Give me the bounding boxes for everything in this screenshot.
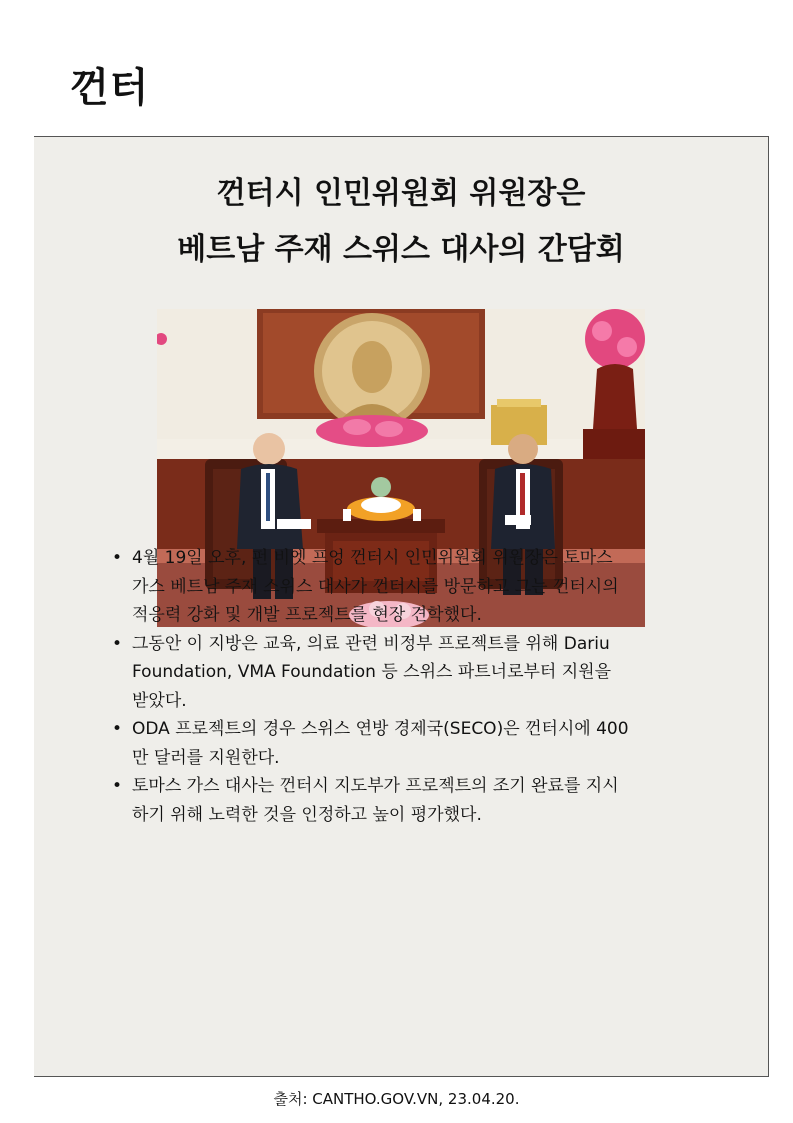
header <box>34 26 769 137</box>
list-item <box>112 772 632 829</box>
bullet-dot: • <box>112 719 123 739</box>
bullet-dot: • <box>112 633 123 654</box>
bullet-text: 그동안 이 지방은 교육, 의료 관련 비정부 프로젝트를 위해 Dariu Foundation, VMA Foundation 등 스위스 파트너로부터 지원을 받았다. <box>132 633 612 711</box>
list-item <box>112 544 632 630</box>
bullet-text: 토마스 가스 대사는 껀터시 지도부가 프로젝트의 조기 완료를 지시하기 위해 노력한 것을 인정하고 높이 평가했다. <box>132 776 619 825</box>
headline-line-1: 껀터시 인민위원회 위원장은 <box>216 176 586 211</box>
bullet-dot: • <box>112 776 123 796</box>
bullet-list <box>112 544 632 829</box>
bullet-dot: • <box>112 548 123 568</box>
bullet-text: 4월 19일 오후, 펀 비엣 프엉 껀터시 인민위원회 위원장은 토마스 가스 베트남 주재 스위스 대사가 껀터시를 방문하고 그는 껀터시의 적응력 강화 및 개발 프로젝트를 현장 견학했다. <box>132 548 619 625</box>
list-item <box>112 630 632 716</box>
list-item <box>112 715 632 772</box>
bullet-text: ODA 프로젝트의 경우 스위스 연방 경제국(SECO)은 껀터시에 400만 달러를 지원한다. <box>132 719 629 768</box>
headline-line-2: 베트남 주재 스위스 대사의 간담회 <box>177 232 625 267</box>
page-title: 껀터 <box>70 65 150 111</box>
source-credit: 출처: CANTHO.GOV.VN, 23.04.20. <box>273 1090 520 1108</box>
